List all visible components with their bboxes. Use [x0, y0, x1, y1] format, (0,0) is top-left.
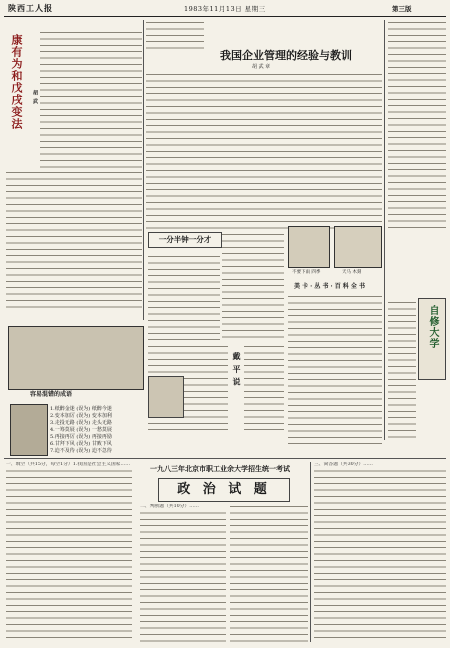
column-title: 美 卡 · 丛 书 · 百 科 全 书 — [294, 283, 365, 290]
newspaper-title: 陕西工人报 — [8, 3, 53, 13]
essay-title: 一分半钟一分才 — [158, 235, 212, 244]
article-byline: 胡 武 — [32, 90, 38, 105]
exam-left-column — [6, 462, 132, 642]
main-headline: 我国企业管理的经验与教训 — [220, 49, 352, 62]
exam-left-heading: 一、填空（共15分，每空1分）1.我国是社会主义国家…… — [6, 462, 132, 470]
seal-text: 自修大学 — [427, 305, 438, 349]
exam-right-heading: 三、简答题（共30分）…… — [314, 462, 446, 469]
list-item: 4.一筹莫展 (误为) 一愁莫展 — [50, 427, 112, 433]
masthead — [4, 2, 446, 17]
essay-title-box — [148, 232, 222, 248]
list-item: 5.再接再厉 (误为) 再接再励 — [50, 434, 112, 440]
seal-box — [418, 298, 446, 380]
main-byline: 胡 武 章 — [252, 64, 271, 70]
right-lower-body — [388, 300, 416, 440]
exam-title: 政 治 试 题 — [177, 482, 271, 497]
section-divider — [4, 458, 446, 459]
article-title-kangyouwei: 康有为和戊戌变法 — [10, 34, 23, 130]
portrait-illustration — [10, 404, 48, 456]
column-divider — [310, 462, 311, 642]
idioms-section-title: 容易混错的成语 — [30, 391, 73, 398]
painting-caption: 不要下雨 四季 — [292, 270, 321, 275]
exam-mid-left — [140, 504, 226, 642]
exam-banner: 一九八三年北京市职工业余大学招生统一考试 — [150, 464, 290, 473]
painting-right — [334, 226, 382, 268]
exam-right-column — [314, 462, 446, 642]
essay-body-cont — [222, 232, 284, 342]
main-article-body — [146, 72, 382, 230]
column-divider — [143, 20, 144, 320]
column-divider — [384, 20, 385, 440]
encyclopedia-body — [288, 294, 382, 444]
list-item: 7.迫不及待 (误为) 迫不急待 — [50, 448, 112, 454]
list-item: 2.变本加厉 (误为) 变本加利 — [50, 413, 112, 419]
painting-caption-2: 天马 木刻 — [342, 270, 362, 275]
exam-mid-heading: 二、判断题（共10分）…… — [140, 504, 226, 511]
small-illustration — [148, 376, 184, 418]
right-column-body — [388, 20, 446, 230]
list-item: 3.走投无路 (误为) 走头无路 — [50, 420, 112, 426]
exam-title-box — [158, 478, 290, 502]
list-item: 1.纸醉金迷 (误为) 纸醉今迷 — [50, 406, 112, 412]
list-item: 6.甘拜下风 (误为) 甘败下风 — [50, 441, 112, 447]
side-strip-title: 戴 平 说 — [232, 352, 242, 387]
page-number: 第三版 — [392, 5, 412, 13]
essay-body — [148, 254, 220, 340]
article-body-continued — [146, 20, 204, 50]
painting-left — [288, 226, 330, 268]
article-body-kangyouwei-cont — [6, 170, 142, 310]
folk-art-illustration — [8, 326, 144, 390]
side-strip-body — [244, 344, 284, 434]
issue-date: 1983年11月13日 星期三 — [184, 5, 266, 13]
exam-mid-right — [230, 504, 308, 642]
article-body-kangyouwei — [40, 30, 142, 170]
